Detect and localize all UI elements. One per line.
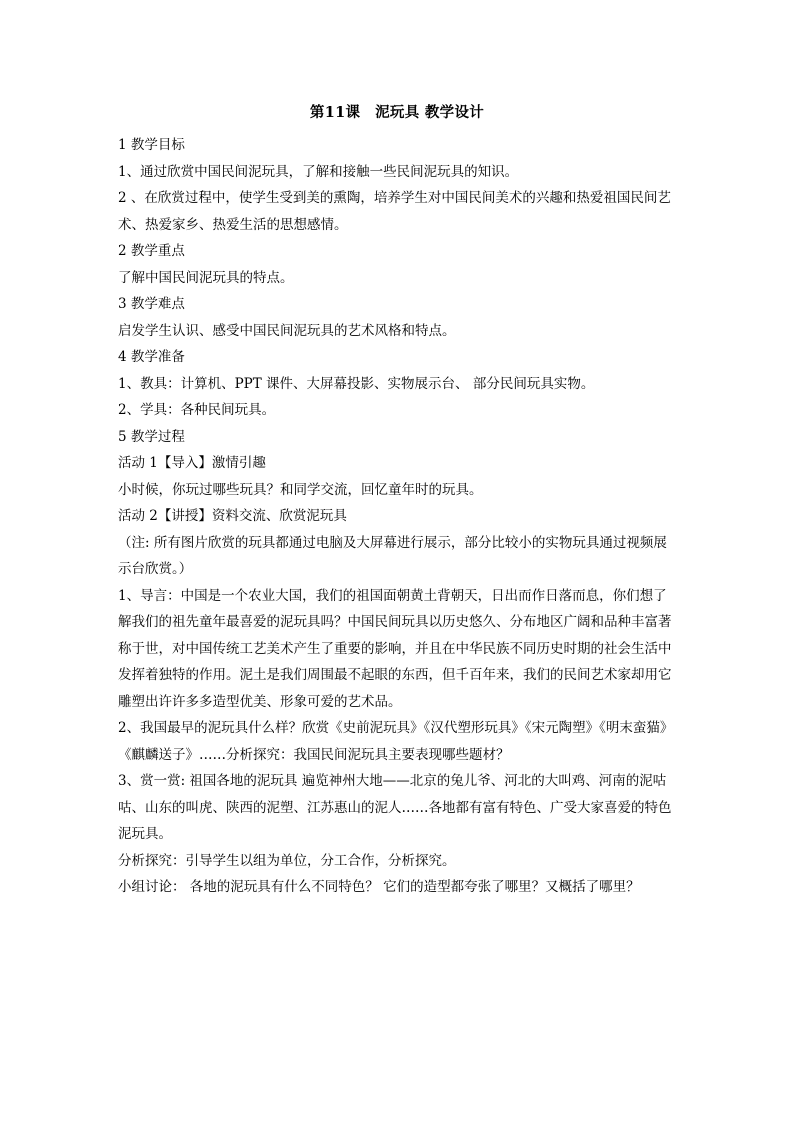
section-heading-preparation: 4 教学准备: [118, 349, 185, 365]
section-heading-key-points: 2 教学重点: [118, 243, 185, 259]
paragraph: 1、通过欣赏中国民间泥玩具，了解和接触一些民间泥玩具的知识。: [118, 163, 519, 180]
paragraph: 2 、在欣赏过程中，使学生受到美的熏陶，培养学生对中国民间美术的兴趣和热爱祖国民间艺术、热爱家乡、热爱生活的思想感情。: [118, 190, 671, 233]
paragraph: 1、教具：计算机、PPT 课件、大屏幕投影、实物展示台、 部分民间玩具实物。: [118, 375, 595, 392]
activity-heading: 活动 2【讲授】资料交流、欣赏泥玩具: [118, 508, 347, 524]
document-title: 第11课 泥玩具 教学设计: [309, 104, 485, 121]
paragraph: 小时候，你玩过哪些玩具？和同学交流，回忆童年时的玩具。: [118, 481, 483, 498]
activity-heading: 活动 1【导入】激情引趣: [118, 455, 266, 471]
paragraph: 分析探究：引导学生以组为单位，分工合作，分析探究。: [118, 852, 456, 869]
document-body: [118, 132, 678, 901]
note-paragraph: （注: 所有图片欣赏的玩具都通过电脑及大屏幕进行展示，部分比较小的实物玩具通过视频展示台欣赏。）: [118, 534, 667, 577]
paragraph: 2、我国最早的泥玩具什么样？欣赏《史前泥玩具》《汉代塑形玩具》《宋元陶塑》《明末蛮猫》《麒麟送子》……分析探究：我国民间泥玩具主要表现哪些题材？: [118, 720, 674, 763]
paragraph: 小组讨论： 各地的泥玩具有什么不同特色？ 它们的造型都夸张了哪里？又概括了哪里？: [118, 879, 640, 895]
paragraph: 了解中国民间泥玩具的特点。: [118, 269, 294, 286]
paragraph: 1、导言：中国是一个农业大国，我们的祖国面朝黄土背朝天，日出而作日落而息，你们想了解我们的祖先童年最喜爱的泥玩具吗？中国民间玩具以历史悠久、分布地区广阔和品种丰富著称于世，对中国传统工艺美术产生了重要的影响，并且在中华民族不同历史时期的社会生活中发挥着独特的作用。泥土是我们周围最不起眼的东西，但千百年来，我们的民间艺术家却用它雕塑出许许多多造型优美、形象可爱的艺术品。: [118, 587, 672, 710]
section-heading-difficulties: 3 教学难点: [118, 296, 185, 312]
section-heading-objectives: 1 教学目标: [118, 137, 185, 153]
section-heading-process: 5 教学过程: [118, 428, 185, 445]
paragraph: 启发学生认识、感受中国民间泥玩具的艺术风格和特点。: [118, 322, 456, 339]
paragraph: 3、赏一赏: 祖国各地的泥玩具 遍览神州大地——北京的兔儿爷、河北的大叫鸡、河南的泥咕咕、山东的叫虎、陕西的泥塑、江苏惠山的泥人……各地都有富有特色、广受大家喜爱的特色泥玩具。: [118, 773, 672, 842]
paragraph: 2、学具：各种民间玩具。: [118, 402, 276, 418]
